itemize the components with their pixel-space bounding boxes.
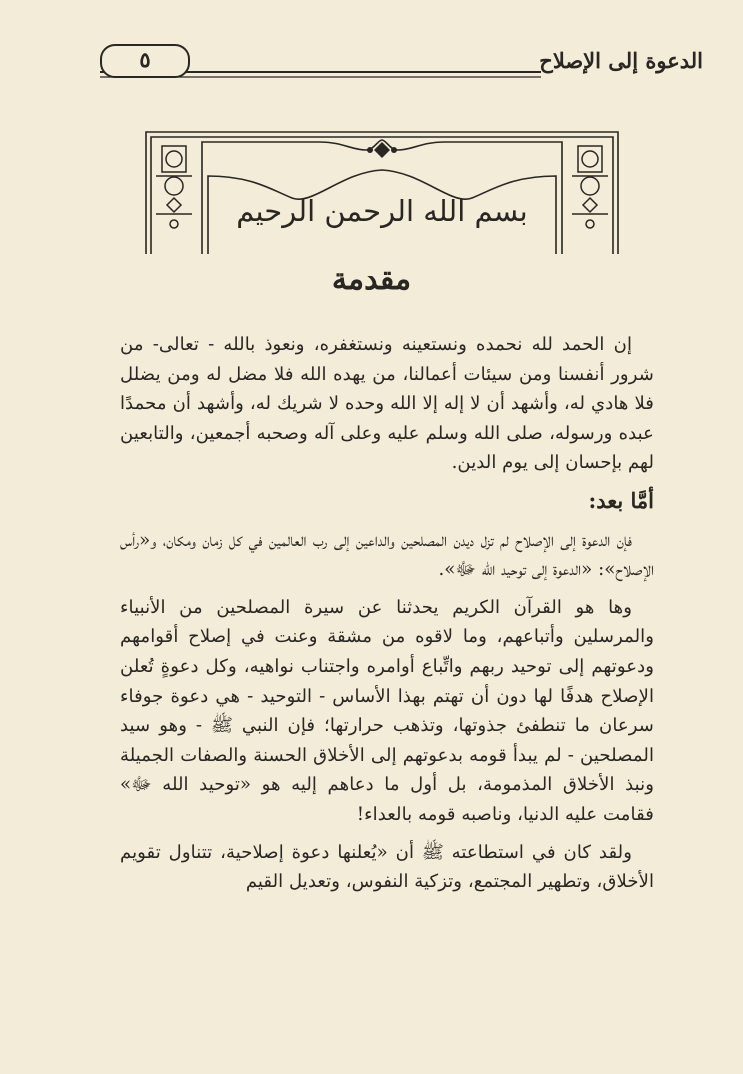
subheading: أمَّا بعد: <box>588 487 654 513</box>
paragraph: وها هو القرآن الكريم يحدثنا عن سيرة المصلحين من الأنبياء والمرسلين وأتباعهم، وما لاقوه من مشقة وعنت في إصلاح أقوامهم ودعوتهم إلى توحيد ربهم واتِّباع أوامره واجتناب نواهيه، وكل دعوةٍ تُعلن الإصلاح هدفًا لها دون أن تهتم بهذا الأساس - التوحيد - هي دعوة جوفاء سرعان ما تنطفئ جذوتها، وتذهب حرارتها؛ فإن النبي ﷺ - وهو سيد المصلحين - لم يبدأ قومه بدعوتهم إلى الأخلاق الحسنة والصفات الجميلة ونبذ الأخلاق المذمومة، بل أول ما دعاهم إليه هو «توحيد الله ﷻ» فقامت عليه الدنيا، وناصبه قومه بالعداء! <box>120 596 654 825</box>
page-number: ٥ <box>100 44 190 78</box>
chapter-title: مقدمة <box>331 262 412 297</box>
paragraph: إن الحمد لله نحمده ونستعينه ونستغفره، ونعوذ بالله - تعالى- من شرور أنفسنا ومن سيئات أعمالنا، من يهده الله فلا مضل له ومن يضلل فلا هادي له، وأشهد أن لا إله إلا الله وحده لا شريك له، وأشهد أن محمدًا عبده ورسوله، صلى الله وسلم عليه وعلى آله وصحبه أجمعين، والتابعين لهم بإحسان إلى يوم الدين. <box>120 334 654 474</box>
body-text <box>120 330 654 905</box>
paragraph: ولقد كان في استطاعته ﷺ أن «يُعلنها دعوة إصلاحية، تتناول تقويم الأخلاق، وتطهير المجتمع، وتزكية النفوس، وتعديل القيم <box>120 841 654 893</box>
ornamental-frame <box>142 128 622 256</box>
running-header <box>100 44 703 104</box>
frame-ornament-icon <box>142 128 622 256</box>
book-title: الدعوة إلى الإصلاح <box>539 48 703 73</box>
basmala: بسم الله الرحمن الرحيم <box>236 194 528 228</box>
paragraph: فإن الدعوة إلى الإصلاح لم تزل ديدن المصلحين والداعين إلى رب العالمين في كل زمان ومكان، و«رأس الإصلاح»: «الدعوة إلى توحيد الله ﷻ». <box>120 529 654 581</box>
